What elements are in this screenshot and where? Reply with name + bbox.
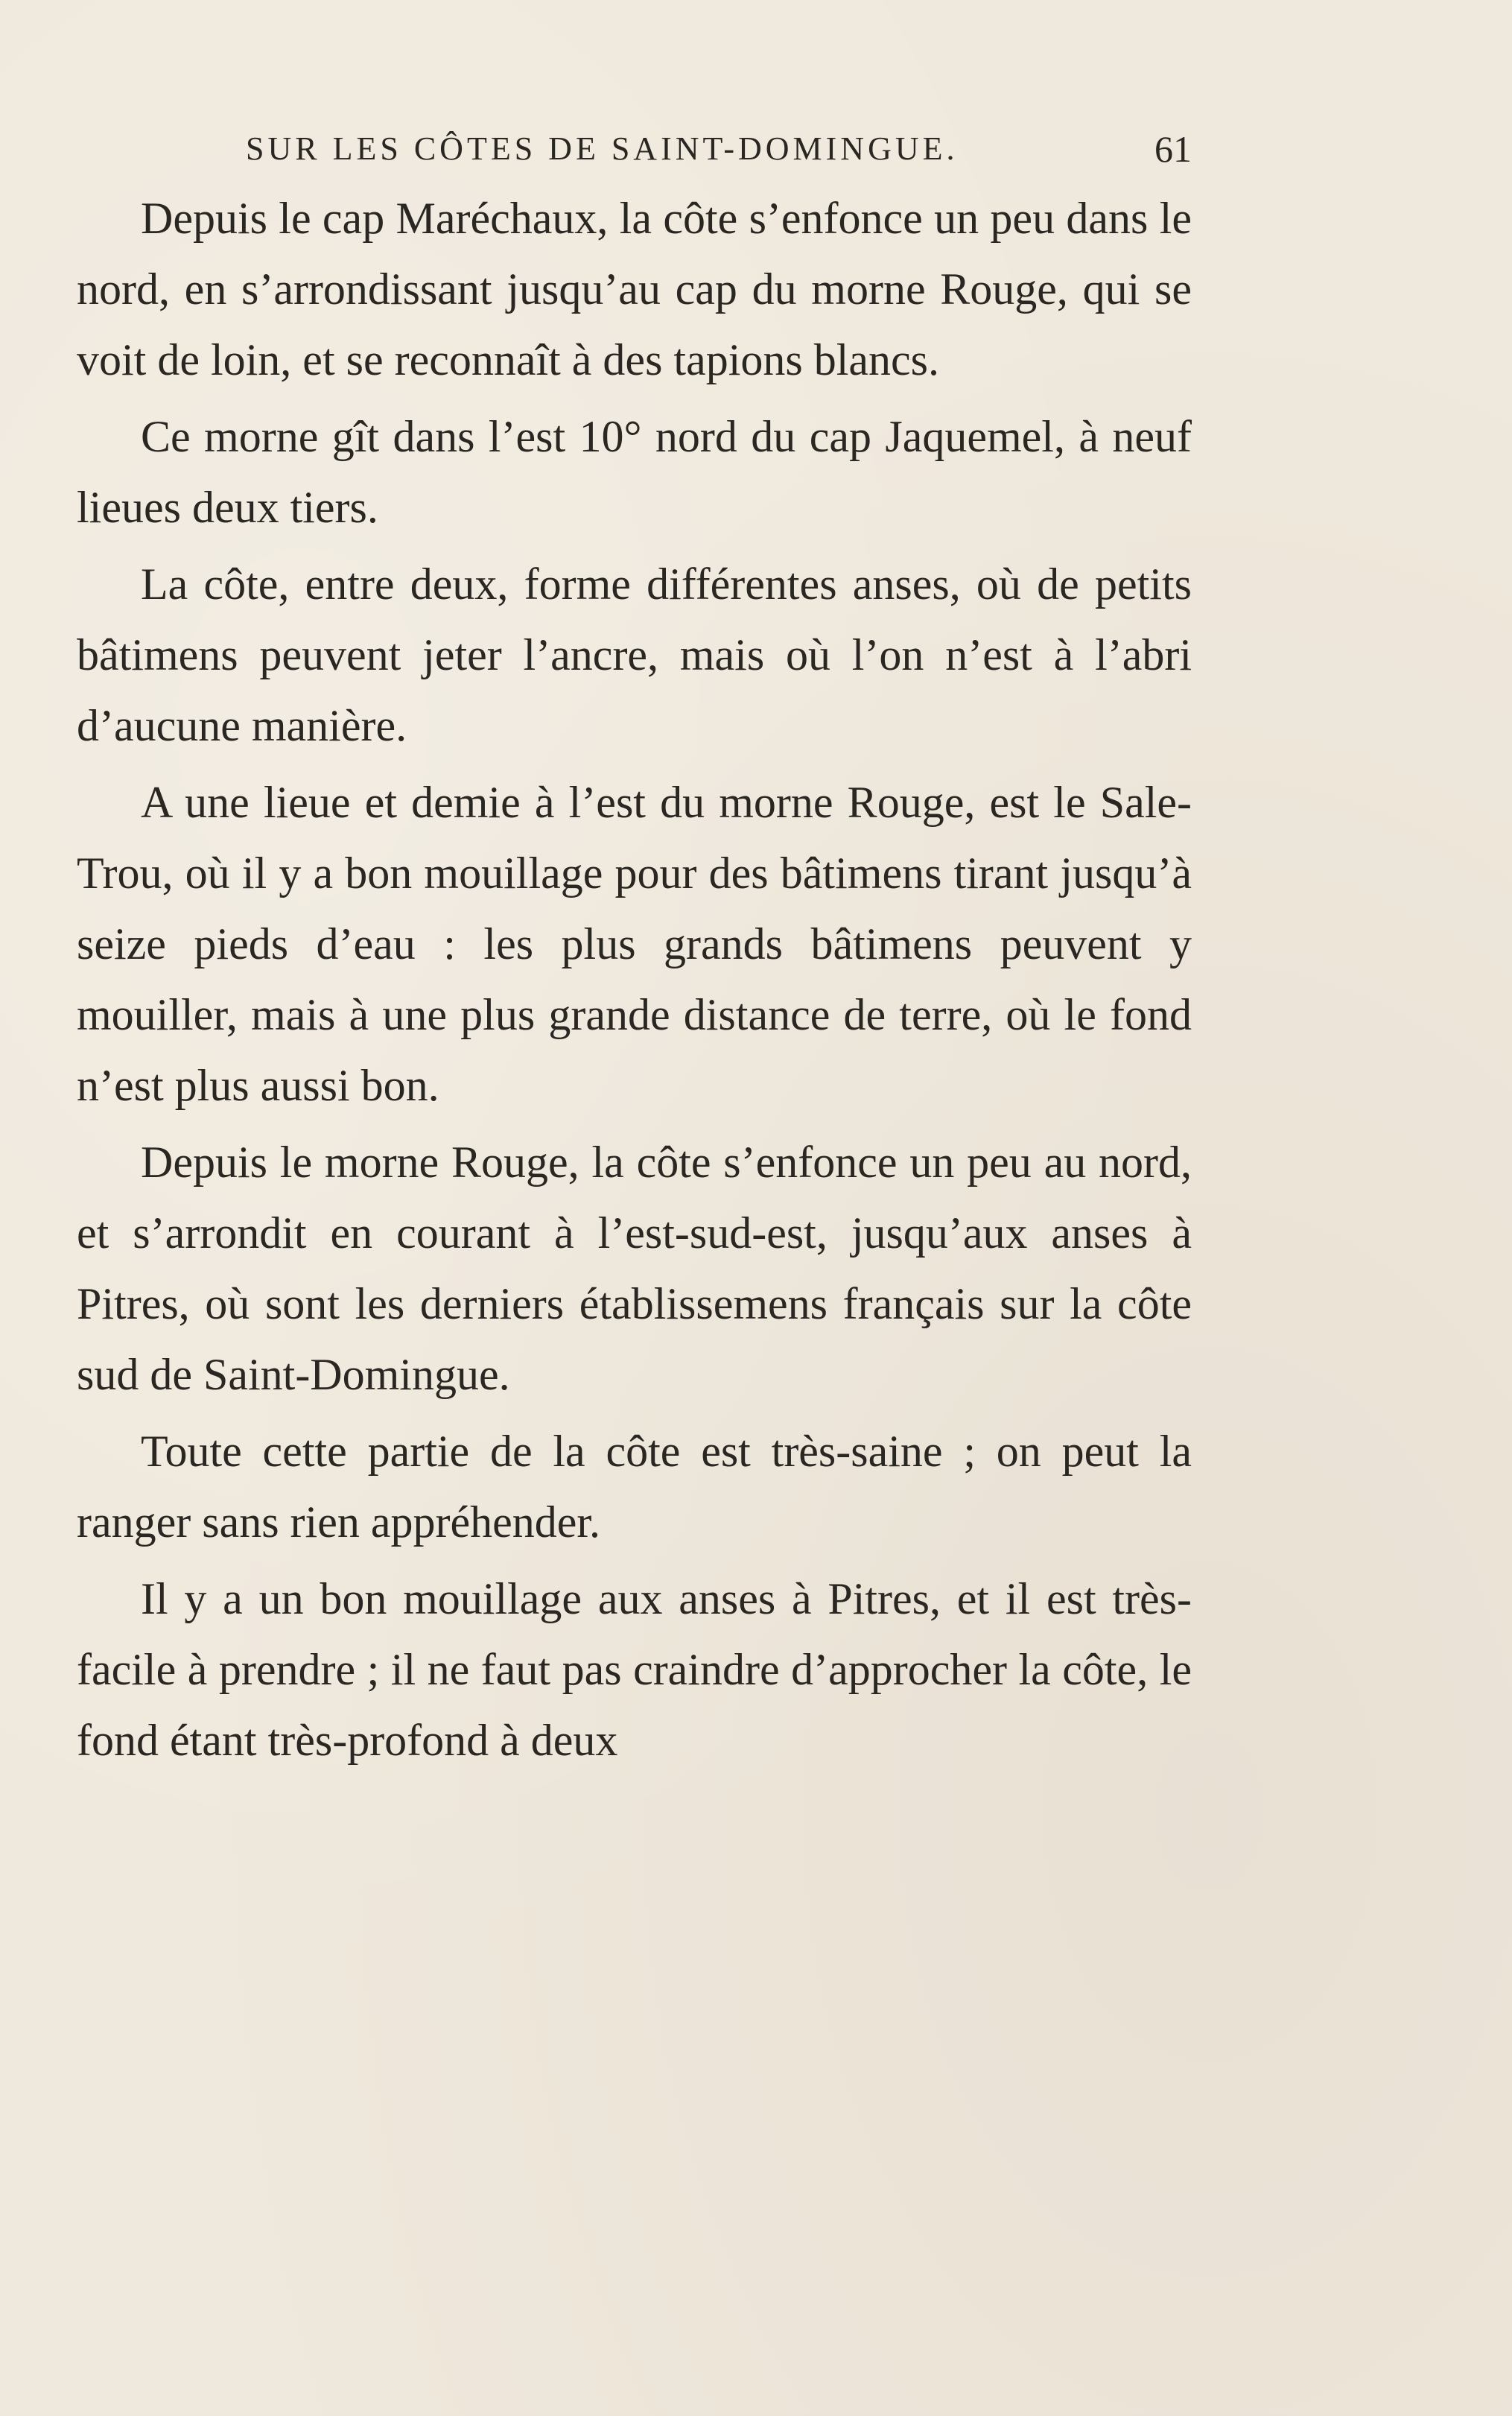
paragraph: Depuis le morne Rouge, la côte s’enfonce un peu au nord, et s’arrondit en courant à l’est-sud-est, jusqu’aux anses à Pitres, où sont les derniers établissemens français sur la côte sud de Saint-Domingue. <box>77 1138 1192 1399</box>
paragraph: Depuis le cap Maréchaux, la côte s’enfonce un peu dans le nord, en s’arrondissant jusqu’au cap du morne Rouge, qui se voit de loin, et se reconnaît à des tapions blancs. <box>77 194 1192 384</box>
page-number: 61 <box>1154 128 1192 170</box>
paragraph: La côte, entre deux, forme différentes anses, où de petits bâtimens peuvent jeter l’ancre, mais où l’on n’est à l’abri d’aucune manière. <box>77 559 1192 750</box>
running-title: SUR LES CÔTES DE SAINT-DOMINGUE. <box>246 130 959 167</box>
paragraph: Il y a un bon mouillage aux anses à Pitres, et il est très-facile à prendre ; il ne faut pas craindre d’approcher la côte, le fond étant très-profond à deux <box>77 1574 1192 1765</box>
body-text <box>77 183 1192 1776</box>
paragraph: Ce morne gît dans l’est 10° nord du cap Jaquemel, à neuf lieues deux tiers. <box>77 412 1192 532</box>
paragraph: A une lieue et demie à l’est du morne Rouge, est le Sale-Trou, où il y a bon mouillage pour des bâtimens tirant jusqu’à seize pieds d’eau : les plus grands bâtimens peuvent y mouiller, mais à une plus grande distance de terre, où le fond n’est plus aussi bon. <box>77 778 1192 1110</box>
paragraph: Toute cette partie de la côte est très-saine ; on peut la ranger sans rien appréhender. <box>77 1427 1192 1547</box>
running-head <box>246 123 1192 175</box>
